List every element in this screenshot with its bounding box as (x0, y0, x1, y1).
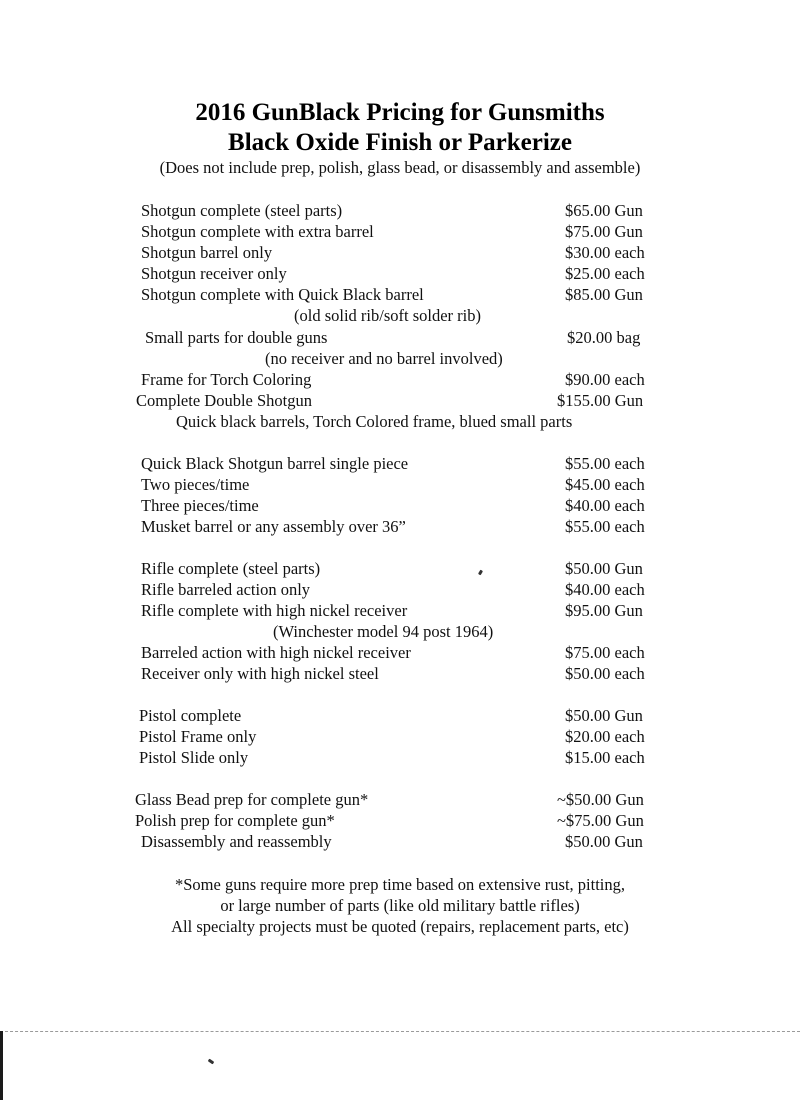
price-row-item: Disassembly and reassembly (141, 832, 332, 851)
price-row-item: Musket barrel or any assembly over 36” (141, 517, 406, 536)
price-row-item: Glass Bead prep for complete gun* (135, 790, 369, 809)
document-title: 2016 GunBlack Pricing for Gunsmiths (195, 99, 605, 126)
price-row-price: ~$75.00 Gun (557, 811, 644, 830)
price-row-price: $95.00 Gun (565, 601, 643, 620)
price-row-price: $55.00 each (565, 517, 645, 536)
price-row-price: $75.00 Gun (565, 222, 643, 241)
footnote-prep-time: *Some guns require more prep time based on extensive rust, pitting, (175, 875, 625, 894)
price-row-price: $90.00 each (565, 370, 645, 389)
scan-speck (478, 570, 483, 576)
price-row-price: $50.00 Gun (565, 559, 643, 578)
price-row-item: Rifle barreled action only (141, 580, 311, 599)
price-row-price: $45.00 each (565, 475, 645, 494)
price-row-price: $75.00 each (565, 643, 645, 662)
price-row-price: $85.00 Gun (565, 285, 643, 304)
price-row-price: $20.00 each (565, 727, 645, 746)
document-subtitle-finish: Black Oxide Finish or Parkerize (228, 129, 572, 156)
price-row-price: $30.00 each (565, 243, 645, 262)
price-row-item: Complete Double Shotgun (136, 391, 312, 410)
price-row-item: Shotgun complete with Quick Black barrel (141, 285, 424, 304)
footnote-specialty: All specialty projects must be quoted (repairs, replacement parts, etc) (171, 917, 629, 936)
price-row-price: ~$50.00 Gun (557, 790, 644, 809)
price-row-item: Pistol complete (139, 706, 242, 725)
price-row-item: Barreled action with high nickel receiver (141, 643, 411, 662)
footnote-parts: or large number of parts (like old military battle rifles) (220, 896, 580, 915)
price-row-price: $50.00 Gun (565, 832, 643, 851)
price-row-item: Shotgun complete with extra barrel (141, 222, 374, 241)
price-row-item: Two pieces/time (141, 475, 250, 494)
price-row-item: Rifle complete with high nickel receiver (141, 601, 408, 620)
price-row-item: Receiver only with high nickel steel (141, 664, 379, 683)
price-row-price: $65.00 Gun (565, 201, 643, 220)
small-parts-note: (no receiver and no barrel involved) (265, 349, 503, 368)
price-row-item: Pistol Slide only (139, 748, 249, 767)
price-row-item: Polish prep for complete gun* (135, 811, 335, 830)
exclusions-note: (Does not include prep, polish, glass bead, or disassembly and assemble) (159, 158, 641, 177)
price-row-price: $40.00 each (565, 496, 645, 515)
price-row-price: $20.00 bag (567, 328, 641, 347)
price-row-item: Shotgun barrel only (141, 243, 273, 262)
winchester-note: (Winchester model 94 post 1964) (273, 622, 494, 641)
price-row-item: Shotgun complete (steel parts) (141, 201, 343, 220)
price-row-price: $40.00 each (565, 580, 645, 599)
price-row-item: Pistol Frame only (139, 727, 257, 746)
double-shotgun-note: Quick black barrels, Torch Colored frame, blued small parts (176, 412, 573, 431)
price-row-price: $15.00 each (565, 748, 645, 767)
price-row-price: $50.00 each (565, 664, 645, 683)
price-row-item: Frame for Torch Coloring (141, 370, 312, 389)
price-row-item: Three pieces/time (141, 496, 259, 515)
price-row-price: $155.00 Gun (557, 391, 644, 410)
price-row-price: $25.00 each (565, 264, 645, 283)
scan-edge-mark (0, 1031, 3, 1100)
price-row-price: $55.00 each (565, 454, 645, 473)
price-row-price: $50.00 Gun (565, 706, 643, 725)
rib-note: (old solid rib/soft solder rib) (294, 306, 481, 325)
scan-speck (208, 1059, 215, 1065)
scan-divider-line (0, 1031, 800, 1032)
price-row-item: Quick Black Shotgun barrel single piece (141, 454, 409, 473)
price-row-item: Small parts for double guns (145, 328, 328, 347)
price-row-item: Rifle complete (steel parts) (141, 559, 321, 578)
price-row-item: Shotgun receiver only (141, 264, 287, 283)
